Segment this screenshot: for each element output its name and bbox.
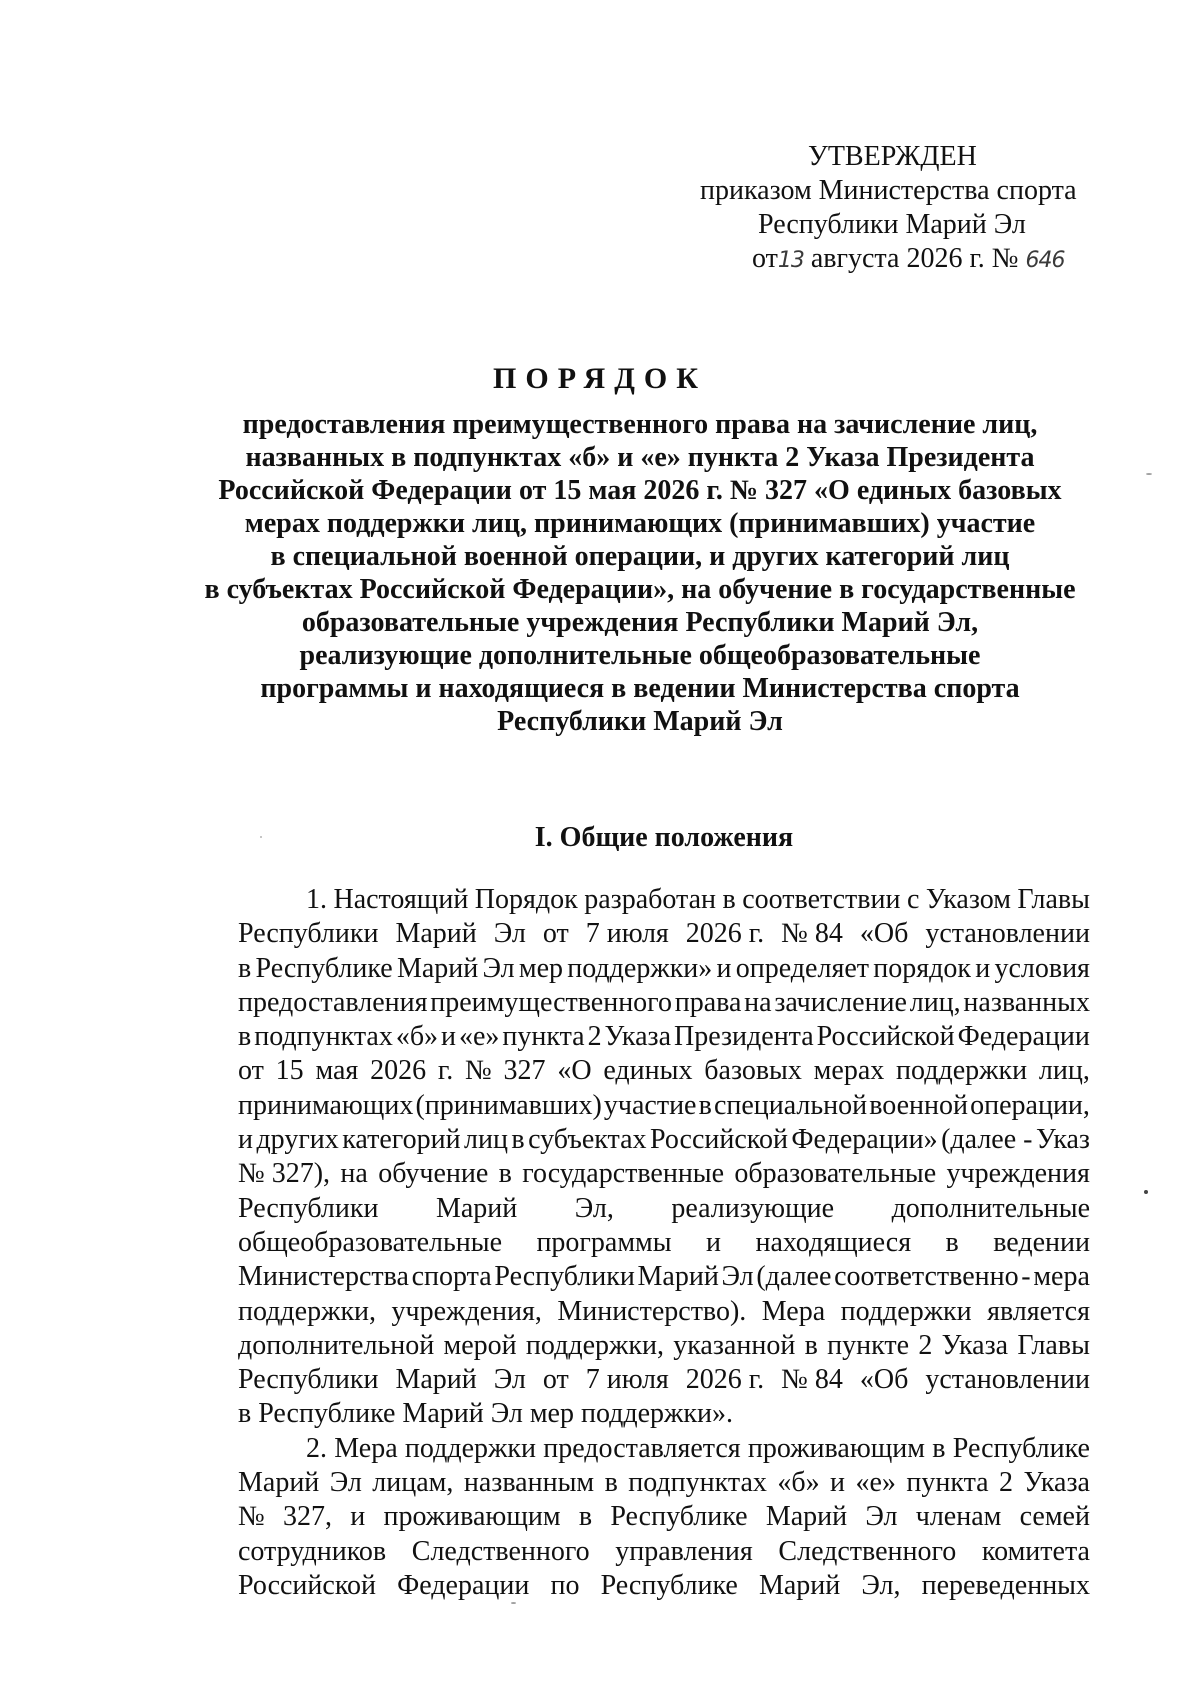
subtitle-line: в специальной военной операции, и других категорий лиц (270, 541, 1010, 572)
word: «б» (395, 1021, 439, 1053)
word: подпунктах (254, 1021, 393, 1053)
word: на (340, 1158, 368, 1190)
word: находящиеся (755, 1226, 912, 1258)
text-line (238, 1432, 1090, 1466)
word: государственные (522, 1158, 725, 1190)
word: специальной (713, 1089, 868, 1121)
body-text (238, 883, 1090, 1603)
word: на (744, 986, 772, 1018)
word: учреждения (946, 1158, 1090, 1190)
word: 2 (918, 1329, 933, 1361)
subtitle-line: Республики Марий Эл (497, 706, 783, 737)
word: установлении (925, 918, 1090, 950)
word: зачисление (774, 986, 907, 1018)
word: в (578, 1501, 593, 1533)
text-line (238, 1157, 1090, 1191)
paragraph-1 (238, 883, 1090, 1432)
subtitle-line: мерах поддержки лиц, принимающих (принимавших) участие (244, 508, 1036, 539)
word: «Об (859, 1364, 909, 1396)
word: и (716, 952, 732, 984)
word: единых (603, 1055, 693, 1087)
word: проживающим (383, 1501, 561, 1533)
word: по (550, 1569, 580, 1601)
word: мая (315, 1055, 359, 1087)
word: 2 (587, 1021, 602, 1053)
word: № (238, 1501, 265, 1533)
word: названным (463, 1467, 595, 1499)
word: предоставляется (543, 1432, 741, 1464)
text-line (238, 883, 1090, 917)
word: мер (518, 952, 563, 984)
text-line (238, 1295, 1090, 1329)
word: 2 (999, 1467, 1014, 1499)
text-line (238, 1260, 1090, 1294)
word: семей (1019, 1501, 1090, 1533)
word: других (256, 1124, 339, 1156)
word: порядок (873, 952, 971, 984)
word: (далее (756, 1261, 832, 1293)
approval-stamp-block (700, 140, 1120, 278)
word: «е» (855, 1467, 896, 1499)
word: базовых (704, 1055, 802, 1087)
word: лиц, (909, 986, 961, 1018)
word: Министерства (238, 1261, 409, 1293)
word: Главы (1017, 884, 1090, 915)
word: 1. (306, 884, 327, 915)
word: Указом (925, 884, 1011, 915)
text-line (238, 1192, 1090, 1226)
word: Эл (493, 1364, 526, 1396)
text-line (238, 1500, 1090, 1534)
word: Эл (865, 1501, 898, 1533)
word: в (945, 1226, 959, 1258)
word: мерах (813, 1055, 885, 1087)
word: Мера (334, 1432, 398, 1464)
word: Марий (758, 1569, 841, 1601)
word: - (1021, 1261, 1031, 1293)
word: в (804, 1329, 818, 1361)
word: лиц, (1038, 1055, 1090, 1087)
approval-order-line: приказом Министерства спорта (700, 175, 1077, 206)
word: установлении (925, 1364, 1090, 1396)
word: предоставления (238, 986, 428, 1018)
word: Марий (395, 918, 477, 950)
document-subtitle (200, 408, 1080, 738)
word: соответствии (742, 884, 901, 915)
word: 7 июля (585, 918, 669, 950)
word: Республике (600, 1569, 738, 1601)
scan-speck (1146, 473, 1152, 475)
word: переведенных (921, 1569, 1090, 1601)
word: Республике (952, 1432, 1090, 1464)
word: Марий (637, 1261, 719, 1293)
word: Указа (941, 1329, 1009, 1361)
word: сотрудников (238, 1535, 387, 1567)
word: от (542, 918, 569, 950)
word: в (498, 1158, 512, 1190)
word: условия (994, 952, 1090, 984)
word: Эл (721, 1261, 754, 1293)
word: подпунктах (628, 1467, 767, 1499)
subtitle-line: реализующие дополнительные общеобразовательные (299, 640, 981, 671)
word: «б» (777, 1467, 820, 1499)
word: Эл, (861, 1569, 901, 1601)
word: № 84 (781, 918, 843, 950)
word: г. (437, 1055, 454, 1087)
word: Федерации (397, 1569, 530, 1601)
word: Указа (1023, 1467, 1090, 1499)
word: поддержки (840, 1295, 972, 1327)
word: в Республике Марий Эл мер поддержки». (238, 1398, 733, 1430)
word: лицам, (372, 1467, 454, 1499)
word: Министерство). (557, 1295, 747, 1327)
word: реализующие (671, 1192, 835, 1224)
word: № 327), (238, 1158, 331, 1190)
word: мерой (443, 1329, 517, 1361)
word: Республике (610, 1501, 748, 1533)
word: Указ (1035, 1124, 1090, 1156)
word: мера (1033, 1261, 1090, 1293)
text-line (238, 1089, 1090, 1123)
word: «е» (458, 1021, 500, 1053)
word: соответственно (834, 1261, 1019, 1293)
text-line (238, 1329, 1090, 1363)
word: Указа (604, 1021, 672, 1053)
word: и (830, 1467, 846, 1499)
word: поддержки, (525, 1329, 664, 1361)
word: поддержки (404, 1432, 536, 1464)
word: поддержки, (238, 1295, 377, 1327)
word: Следственного (411, 1535, 590, 1567)
text-line (238, 1569, 1090, 1603)
word: Президента (673, 1021, 814, 1053)
word: Республики (238, 918, 379, 950)
word: Порядок (474, 884, 578, 915)
word: Республики (238, 1364, 379, 1396)
word: и (238, 1124, 253, 1156)
approval-date-prefix: от (752, 243, 778, 274)
handwritten-day: 13 (777, 248, 804, 273)
word: общеобразовательные (238, 1226, 502, 1258)
word: категорий (342, 1124, 461, 1156)
word: членам (915, 1501, 1002, 1533)
word: Республики (494, 1261, 635, 1293)
word: Марий (395, 1364, 477, 1396)
scan-speck (1144, 1190, 1148, 1194)
word: с (906, 884, 920, 915)
word: разработан (584, 884, 717, 915)
text-line (238, 986, 1090, 1020)
word: «О (557, 1055, 592, 1087)
word: Марий (396, 952, 479, 984)
word: управления (615, 1535, 753, 1567)
word: пункте (827, 1329, 910, 1361)
word: определяет (735, 952, 869, 984)
section-heading: I. Общие положения (534, 822, 794, 853)
word: является (987, 1295, 1090, 1327)
subtitle-line: в субъектах Российской Федерации», на обучение в государственные (204, 574, 1076, 605)
subtitle-line: предоставления преимущественного права на зачисление лиц, (242, 409, 1038, 440)
subtitle-line: Российской Федерации от 15 мая 2026 г. № 327 «О единых базовых (218, 475, 1062, 506)
document-title: ПОРЯДОК (493, 362, 707, 395)
word: Эл (482, 952, 515, 984)
word: Федерации (957, 1021, 1090, 1053)
word: в (604, 1467, 618, 1499)
word: № 84 (781, 1364, 843, 1396)
word: Эл (493, 918, 526, 950)
word: операции, (970, 1089, 1090, 1121)
text-line (238, 952, 1090, 986)
word: комитета (981, 1535, 1090, 1567)
approval-date-line (700, 242, 1120, 278)
word: Эл (329, 1467, 362, 1499)
word: права (674, 986, 742, 1018)
word: от (238, 1055, 264, 1087)
word: субъектах (528, 1124, 647, 1156)
word: лиц (464, 1124, 508, 1156)
word: Марий (435, 1192, 518, 1224)
word: участие (603, 1089, 697, 1121)
word: и (706, 1226, 722, 1258)
word: пункта (502, 1021, 585, 1053)
word: дополнительные (891, 1192, 1090, 1224)
word: «Об (859, 918, 909, 950)
word: Республики (238, 1192, 379, 1224)
word: указанной (673, 1329, 796, 1361)
word: военной (869, 1089, 969, 1121)
word: в (238, 1021, 252, 1053)
text-line (238, 1535, 1090, 1569)
word: в (722, 884, 736, 915)
word: ведении (993, 1226, 1090, 1258)
word: учреждения, (391, 1295, 542, 1327)
word: пункта (906, 1467, 989, 1499)
word: 15 (275, 1055, 304, 1087)
word: в (238, 952, 252, 984)
word: в (511, 1124, 525, 1156)
word: обучение (378, 1158, 489, 1190)
word: 2. (306, 1432, 327, 1464)
word: Марий (765, 1501, 848, 1533)
subtitle-line: названных в подпунктах «б» и «е» пункта 2 Указа Президента (245, 442, 1035, 473)
text-line (238, 1363, 1090, 1397)
word: Марий (238, 1467, 320, 1499)
word: поддержки» (567, 952, 713, 984)
word: спорта (411, 1261, 492, 1293)
word: 2026 г. (685, 1364, 765, 1396)
approval-ministry-line: Республики Марий Эл (758, 209, 1026, 240)
word: 2026 (370, 1055, 427, 1087)
word: Российской (238, 1569, 376, 1601)
word: Республике (255, 952, 393, 984)
word: поддержки (896, 1055, 1028, 1087)
word: № (465, 1055, 492, 1087)
approval-title: УТВЕРЖДЕН (808, 141, 977, 172)
word: и (441, 1021, 457, 1053)
word: Российской (816, 1021, 955, 1053)
word: образовательные (734, 1158, 937, 1190)
text-line (238, 1054, 1090, 1088)
subtitle-line: образовательные учреждения Республики Марий Эл, (301, 607, 979, 638)
word: принимающих (238, 1089, 414, 1121)
scan-speck (260, 836, 262, 838)
text-line (238, 917, 1090, 951)
word: (принимавших) (415, 1089, 602, 1121)
word: Настоящий (333, 884, 469, 915)
scan-speck (511, 1602, 516, 1604)
text-line (238, 1226, 1090, 1260)
word: и (975, 952, 991, 984)
paragraph-2 (238, 1432, 1090, 1603)
word: 7 июля (585, 1364, 669, 1396)
word: Следственного (778, 1535, 957, 1567)
word: в (932, 1432, 946, 1464)
word: Российской (649, 1124, 788, 1156)
word: 327 (503, 1055, 546, 1087)
text-line (238, 1466, 1090, 1500)
word: названных (963, 986, 1090, 1018)
word: Главы (1017, 1329, 1090, 1361)
text-line (238, 1397, 1090, 1431)
subtitle-line: программы и находящиеся в ведении Министерства спорта (260, 673, 1020, 704)
word: в (698, 1089, 712, 1121)
word: Мера (761, 1295, 826, 1327)
word: дополнительной (238, 1329, 435, 1361)
word: (далее - (941, 1124, 1033, 1156)
word: Федерации» (791, 1124, 938, 1156)
approval-date-middle: августа 2026 г. № (810, 243, 1019, 274)
word: и (350, 1501, 366, 1533)
word: программы (536, 1226, 672, 1258)
word: 2026 г. (685, 918, 765, 950)
text-line (238, 1123, 1090, 1157)
text-line (238, 1020, 1090, 1054)
word: Эл, (574, 1192, 614, 1224)
word: от (542, 1364, 569, 1396)
word: 327, (282, 1501, 332, 1533)
handwritten-order-number: 646 (1025, 248, 1065, 273)
word: преимущественного (430, 986, 672, 1018)
word: проживающим (747, 1432, 925, 1464)
